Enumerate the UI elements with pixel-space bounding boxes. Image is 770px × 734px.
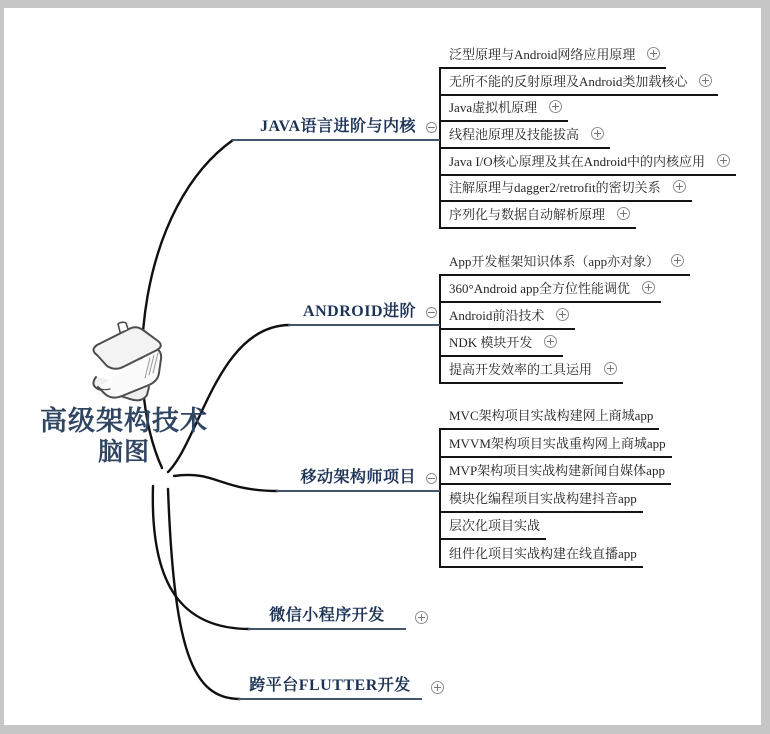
collapse-icon[interactable] bbox=[426, 473, 437, 484]
expand-icon[interactable] bbox=[671, 254, 684, 267]
child-node[interactable] bbox=[439, 305, 575, 330]
child-node[interactable] bbox=[439, 359, 623, 384]
child-node-label: 模块化编程项目实战构建抖音app bbox=[449, 490, 637, 506]
central-topic-title-line2: 脑图 bbox=[97, 438, 150, 466]
child-node[interactable] bbox=[439, 97, 568, 122]
expand-icon[interactable] bbox=[617, 207, 630, 220]
child-node-label: 注解原理与dagger2/retrofit的密切关系 bbox=[449, 180, 661, 196]
child-node[interactable] bbox=[439, 44, 666, 69]
child-node-label: 360°Android app全方位性能调优 bbox=[449, 281, 631, 296]
child-node[interactable] bbox=[439, 204, 636, 229]
child-node-label: App开发框架知识体系（app亦对象） bbox=[449, 254, 660, 269]
branch-android-label: ANDROID进阶 bbox=[303, 303, 416, 320]
branch-wechat-miniprogram[interactable] bbox=[248, 604, 406, 630]
child-node[interactable] bbox=[439, 151, 736, 176]
central-topic-title bbox=[18, 406, 230, 468]
expand-icon[interactable] bbox=[673, 180, 686, 193]
curve-mobile-architect bbox=[174, 475, 278, 491]
child-node[interactable] bbox=[439, 124, 610, 149]
curve-wechat bbox=[153, 486, 250, 629]
branch-mobile-architect[interactable] bbox=[276, 466, 440, 492]
child-node[interactable] bbox=[439, 405, 659, 430]
collapse-icon[interactable] bbox=[426, 122, 437, 133]
branch-flutter-label: 跨平台FLUTTER开发 bbox=[249, 677, 411, 694]
branch-flutter[interactable] bbox=[238, 674, 422, 700]
expand-icon[interactable] bbox=[699, 74, 712, 87]
expand-icon[interactable] bbox=[647, 47, 660, 60]
child-node[interactable] bbox=[439, 71, 718, 96]
expand-icon[interactable] bbox=[549, 100, 562, 113]
child-node-label: MVP架构项目实战构建新闻自媒体app bbox=[449, 463, 665, 479]
expand-icon[interactable] bbox=[591, 127, 604, 140]
expand-icon[interactable] bbox=[556, 308, 569, 321]
central-topic-title-line1: 高级架构技术 bbox=[40, 406, 208, 436]
child-node[interactable] bbox=[439, 543, 643, 568]
curve-flutter bbox=[168, 489, 240, 699]
child-node-label: 层次化项目实战 bbox=[449, 518, 541, 534]
book-icon bbox=[74, 320, 174, 406]
child-node[interactable] bbox=[439, 251, 690, 276]
child-node[interactable] bbox=[439, 515, 546, 540]
child-node[interactable] bbox=[439, 433, 672, 458]
child-node-label: 无所不能的反射原理及Android类加载核心 bbox=[449, 73, 688, 89]
collapse-icon[interactable] bbox=[426, 307, 437, 318]
child-node[interactable] bbox=[439, 278, 661, 303]
branch-mobile-architect-label: 移动架构师项目 bbox=[300, 469, 416, 486]
child-node-label: 序列化与数据自动解析原理 bbox=[449, 207, 606, 223]
child-node-label: NDK 模块开发 bbox=[449, 335, 533, 350]
child-node[interactable] bbox=[439, 460, 671, 485]
child-node[interactable] bbox=[439, 488, 643, 513]
branch-wechat-miniprogram-label: 微信小程序开发 bbox=[269, 607, 385, 624]
branch-android[interactable] bbox=[288, 300, 440, 326]
child-node[interactable] bbox=[439, 332, 563, 357]
child-node-label: Android前沿技术 bbox=[449, 308, 545, 323]
child-node-label: MVVM架构项目实战重构网上商城app bbox=[449, 435, 666, 451]
expand-icon[interactable] bbox=[544, 335, 557, 348]
child-node-label: 提高开发效率的工具运用 bbox=[449, 362, 593, 377]
expand-icon[interactable] bbox=[431, 681, 444, 694]
branch-java-label: JAVA语言进阶与内核 bbox=[259, 118, 416, 135]
expand-icon[interactable] bbox=[642, 281, 655, 294]
child-node-label: 泛型原理与Android网络应用原理 bbox=[449, 47, 636, 62]
child-node-label: MVC架构项目实战构建网上商城app bbox=[449, 408, 654, 423]
central-topic[interactable] bbox=[18, 320, 230, 468]
branch-java[interactable] bbox=[232, 115, 440, 141]
child-node-label: 组件化项目实战构建在线直播app bbox=[449, 546, 637, 561]
child-node-label: Java I/O核心原理及其在Android中的内核应用 bbox=[449, 153, 706, 169]
child-node-label: Java虚拟机原理 bbox=[449, 100, 538, 116]
child-node[interactable] bbox=[439, 177, 692, 202]
expand-icon[interactable] bbox=[604, 362, 617, 375]
child-node-label: 线程池原理及技能拔高 bbox=[449, 127, 580, 142]
expand-icon[interactable] bbox=[415, 611, 428, 624]
expand-icon[interactable] bbox=[717, 154, 730, 167]
